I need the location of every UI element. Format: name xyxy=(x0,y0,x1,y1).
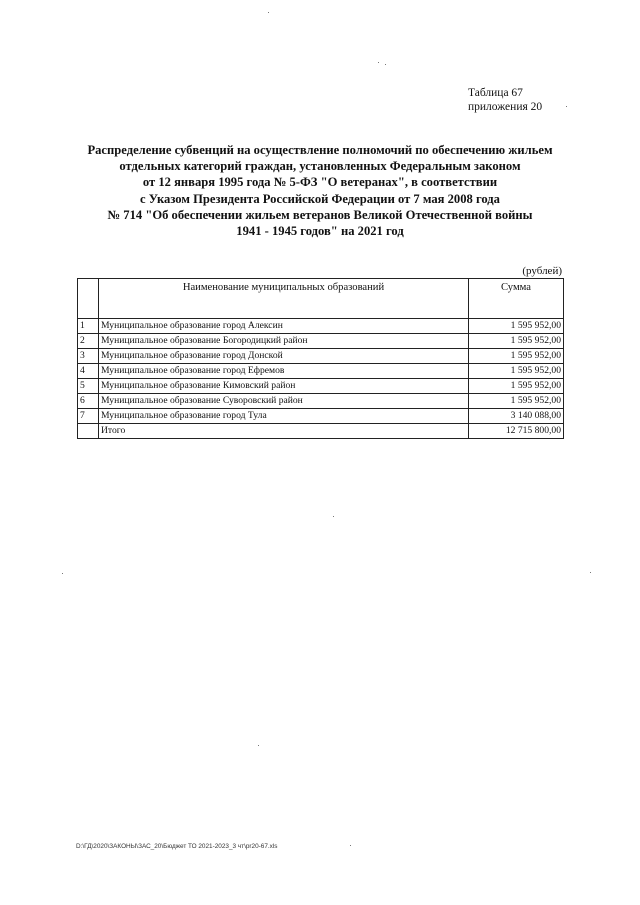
title-line: № 714 "Об обеспечении жильем ветеранов Великой Отечественной войны xyxy=(107,207,533,222)
row-name: Муниципальное образование Кимовский район xyxy=(99,379,469,394)
row-num: 6 xyxy=(78,394,99,409)
scan-speck xyxy=(333,516,334,517)
file-path-footer: D:\ГД\2020\ЗАКОНЫ\ЗАС_20\Бюджет ТО 2021-2023_3 чт\pr20-67.xls xyxy=(76,843,278,850)
row-sum: 1 595 952,00 xyxy=(469,349,564,364)
row-num: 7 xyxy=(78,409,99,424)
title-line: 1941 - 1945 годов" на 2021 год xyxy=(236,224,404,239)
row-name: Муниципальное образование город Тула xyxy=(99,409,469,424)
appendix-number: приложения 20 xyxy=(468,101,543,113)
row-name: Муниципальное образование город Ефремов xyxy=(99,364,469,379)
table-row xyxy=(78,319,564,334)
title-line: с Указом Президента Российской Федерации от 7 мая 2008 года xyxy=(140,191,500,206)
table-reference xyxy=(468,86,578,114)
document-title xyxy=(70,142,570,239)
title-line: отдельных категорий граждан, установленных Федеральным законом xyxy=(119,159,521,174)
row-num: 1 xyxy=(78,319,99,334)
table-number: Таблица 67 xyxy=(468,87,523,99)
table-row xyxy=(78,364,564,379)
table-row xyxy=(78,379,564,394)
table-row xyxy=(78,334,564,349)
row-name: Муниципальное образование город Алексин xyxy=(99,319,469,334)
scan-speck xyxy=(566,106,567,107)
row-sum: 1 595 952,00 xyxy=(469,379,564,394)
row-name: Муниципальное образование Богородицкий район xyxy=(99,334,469,349)
header-num xyxy=(78,279,99,319)
row-num: 2 xyxy=(78,334,99,349)
scan-speck xyxy=(350,845,351,846)
table-row xyxy=(78,349,564,364)
table-header-row xyxy=(78,279,564,319)
scan-speck xyxy=(590,572,591,573)
row-sum: 1 595 952,00 xyxy=(469,319,564,334)
title-line: от 12 января 1995 года № 5-ФЗ "О ветеранах", в соответствии xyxy=(142,175,498,190)
scan-speck xyxy=(378,62,379,63)
total-label: Итого xyxy=(99,424,469,439)
table-row xyxy=(78,409,564,424)
header-sum: Сумма xyxy=(469,279,564,319)
scan-speck xyxy=(268,12,269,13)
row-sum: 1 595 952,00 xyxy=(469,334,564,349)
row-num: 5 xyxy=(78,379,99,394)
header-name: Наименование муниципальных образований xyxy=(99,279,469,319)
row-num: 4 xyxy=(78,364,99,379)
row-sum: 1 595 952,00 xyxy=(469,394,564,409)
scan-speck xyxy=(385,64,386,65)
scan-speck xyxy=(258,745,259,746)
row-name: Муниципальное образование Суворовский район xyxy=(99,394,469,409)
scan-speck xyxy=(62,573,63,574)
units-label: (рублей) xyxy=(522,265,562,277)
row-num: 3 xyxy=(78,349,99,364)
subsidy-table xyxy=(77,278,564,439)
title-line: Распределение субвенций на осуществление полномочий по обеспечению жильем xyxy=(87,143,553,157)
row-name: Муниципальное образование город Донской xyxy=(99,349,469,364)
total-num xyxy=(78,424,99,439)
table-row xyxy=(78,394,564,409)
row-sum: 3 140 088,00 xyxy=(469,409,564,424)
total-sum: 12 715 800,00 xyxy=(469,424,564,439)
row-sum: 1 595 952,00 xyxy=(469,364,564,379)
table-total-row xyxy=(78,424,564,439)
